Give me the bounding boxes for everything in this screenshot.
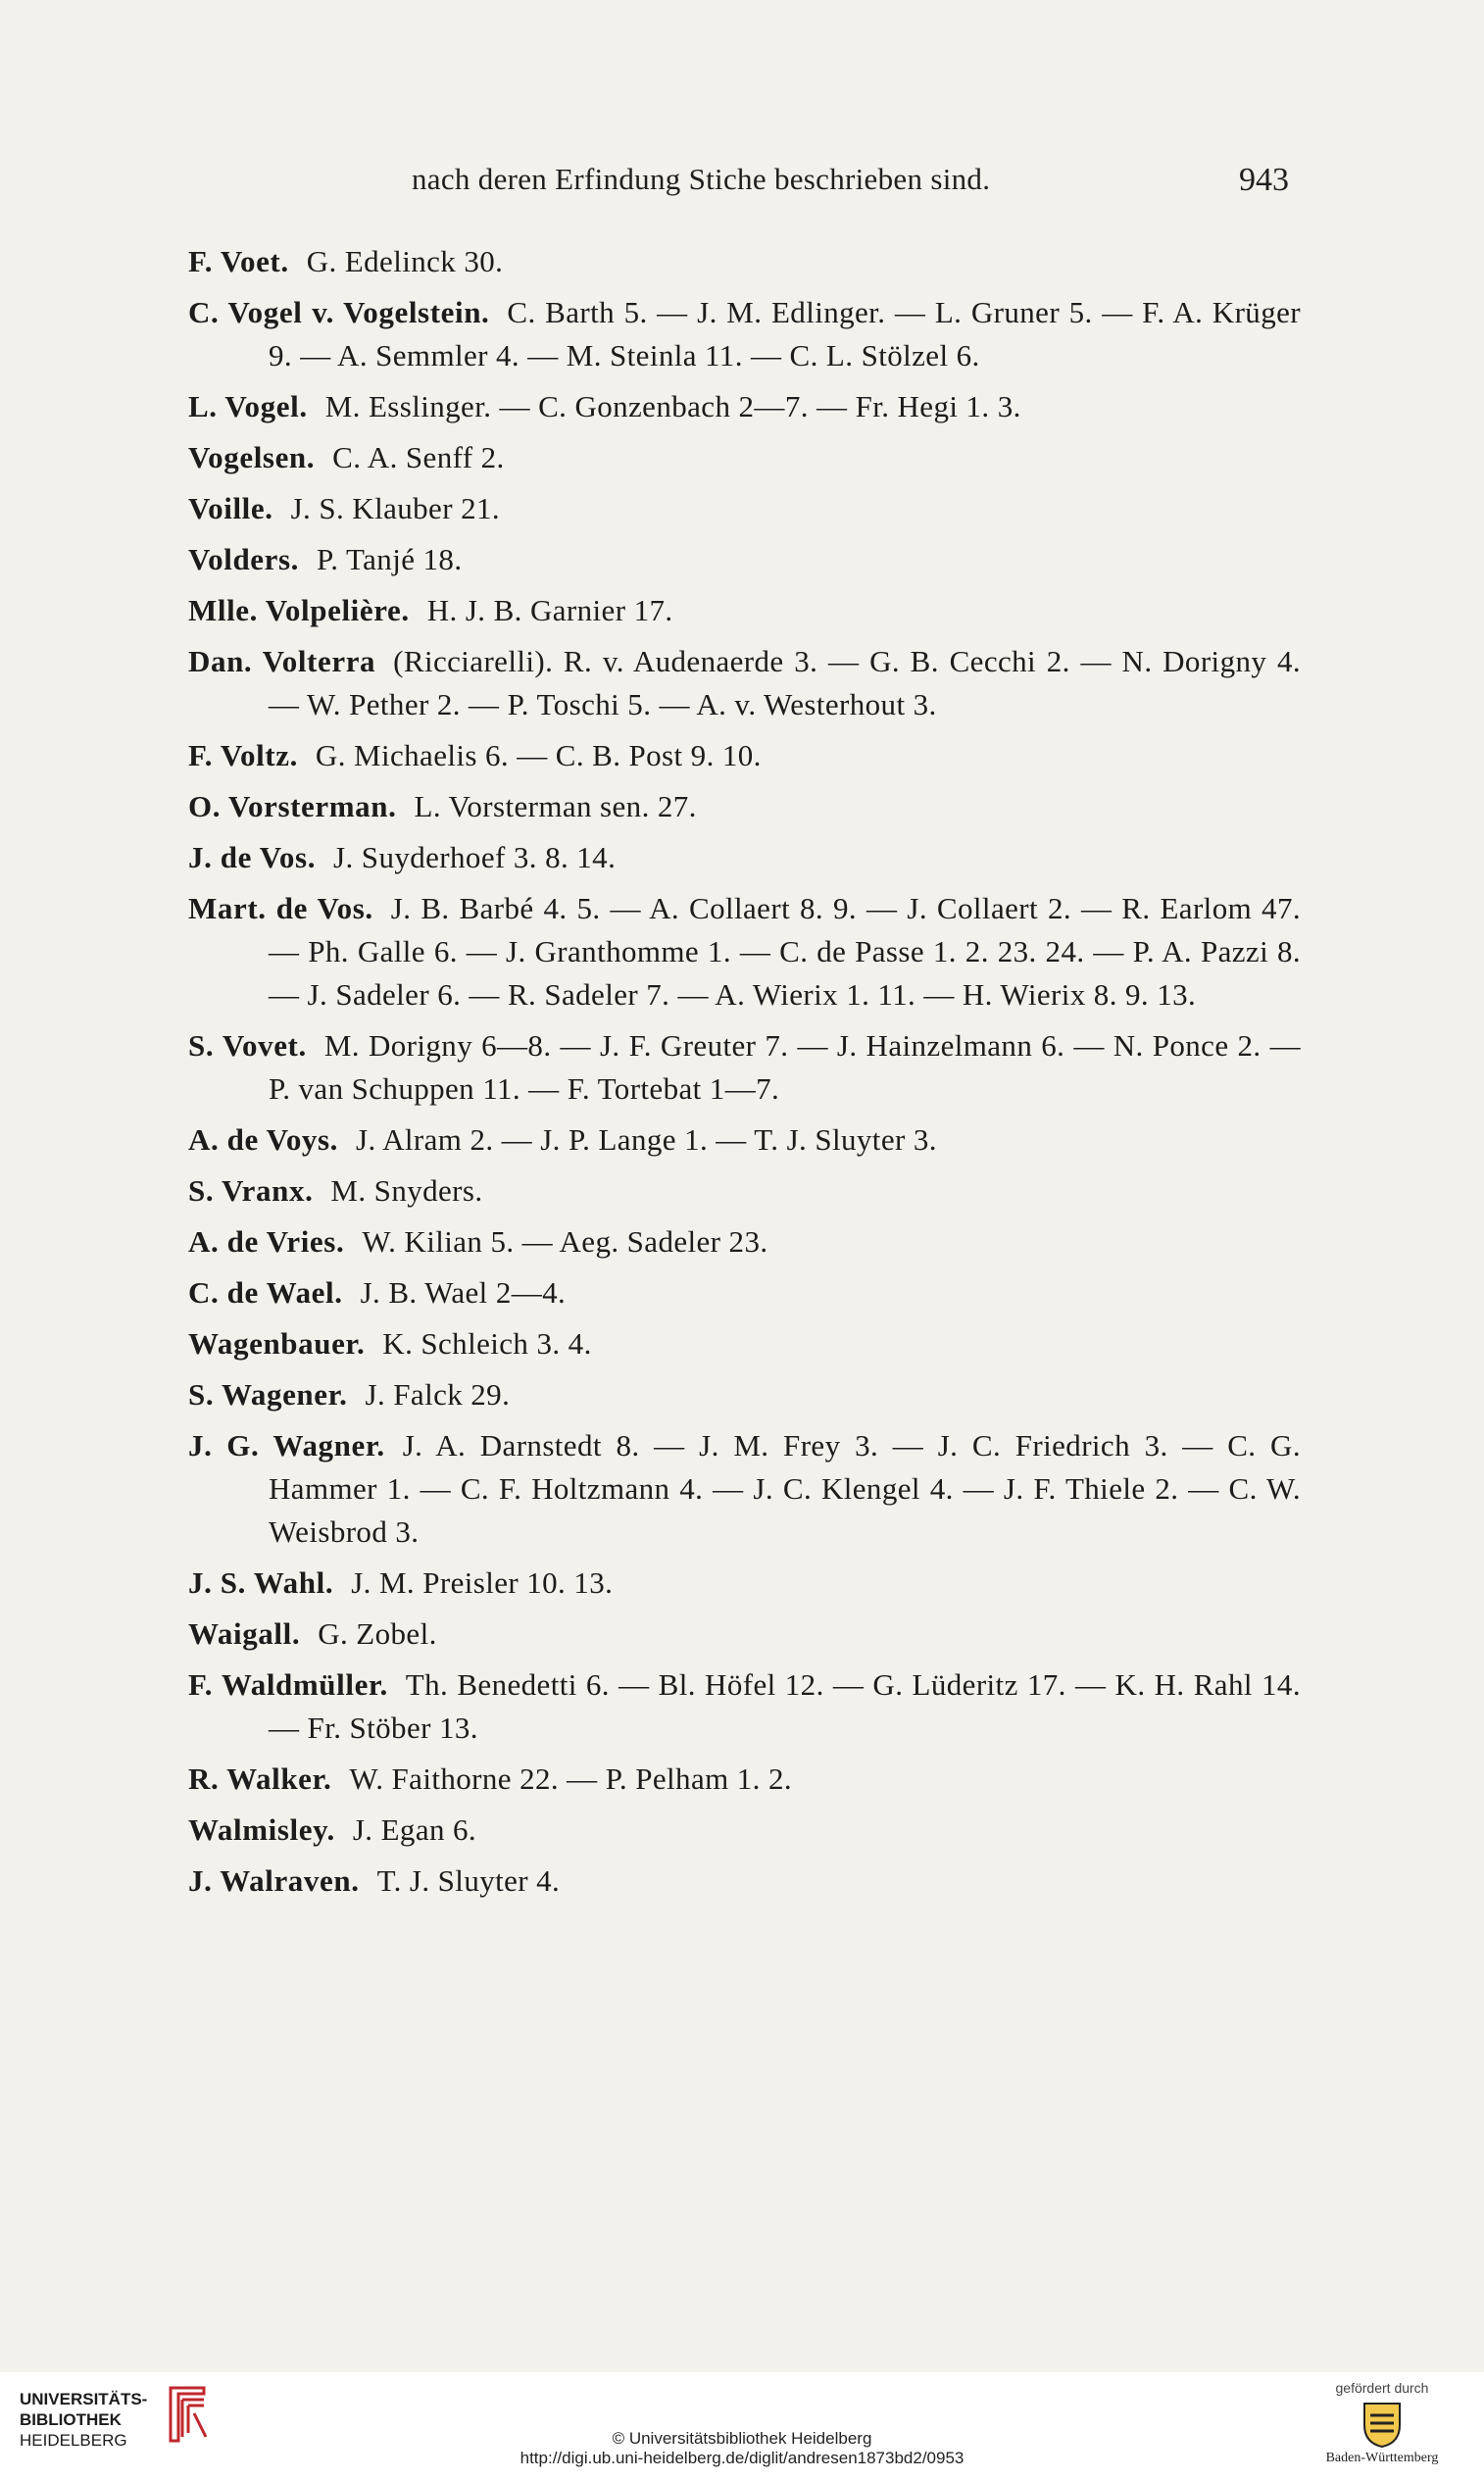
index-entry xyxy=(188,1220,1301,1264)
copyright-text: © Universitätsbibliothek Heidelberg xyxy=(612,2429,872,2448)
artist-name: F. Voltz. xyxy=(188,738,298,772)
artist-name: R. Walker. xyxy=(188,1761,332,1796)
index-entry xyxy=(188,1118,1301,1162)
engraver-list: K. Schleich 3. 4. xyxy=(382,1326,592,1361)
artist-name: J. de Vos. xyxy=(188,840,317,874)
index-entry xyxy=(188,1424,1301,1554)
engraver-list: G. Edelinck 30. xyxy=(306,244,504,278)
engraver-list: (Ricciarelli). R. v. Audenaerde 3. — G. B. Cecchi 2. — N. Dorigny 4. — W. Pether 2. — P. Toschi 5. — A. v. Westerhout 3. xyxy=(269,644,1301,721)
index-entry xyxy=(188,734,1301,777)
index-entry xyxy=(188,487,1301,530)
index-entry xyxy=(188,1322,1301,1365)
engraver-list: C. A. Senff 2. xyxy=(332,440,505,474)
engraver-list: T. J. Sluyter 4. xyxy=(376,1863,561,1898)
index-entry xyxy=(188,1809,1301,1852)
index-entry xyxy=(188,1758,1301,1801)
index-entry xyxy=(188,240,1301,283)
engraver-list: W. Faithorne 22. — P. Pelham 1. 2. xyxy=(349,1761,793,1796)
source-url-link[interactable]: http://digi.ub.uni-heidelberg.de/diglit/andresen1873bd2/0953 xyxy=(519,2449,965,2467)
engraver-list: J. Suyderhoef 3. 8. 14. xyxy=(333,840,617,874)
artist-name: L. Vogel. xyxy=(188,389,308,423)
index-entry xyxy=(188,1271,1301,1314)
artist-name: J. G. Wagner. xyxy=(188,1428,385,1463)
engraver-list: J. Egan 6. xyxy=(352,1812,477,1847)
sponsor-name: Baden-Württemberg xyxy=(1325,2451,1439,2465)
artist-name: A. de Voys. xyxy=(188,1122,339,1157)
artist-name: J. S. Wahl. xyxy=(188,1565,334,1600)
index-entry xyxy=(188,436,1301,479)
artist-name: J. Walraven. xyxy=(188,1863,360,1898)
artist-name: Mlle. Volpelière. xyxy=(188,593,410,627)
artist-name: Waigall. xyxy=(188,1616,301,1651)
engraver-list: J. B. Wael 2—4. xyxy=(360,1275,567,1310)
engraver-list: J. M. Preisler 10. 13. xyxy=(351,1565,614,1600)
artist-name: Voille. xyxy=(188,491,273,525)
library-name-line1: UNIVERSITÄTS- xyxy=(20,2390,148,2408)
artist-name: F. Voet. xyxy=(188,244,289,278)
engraver-list: H. J. B. Garnier 17. xyxy=(426,593,673,627)
artist-name: Wagenbauer. xyxy=(188,1326,366,1361)
index-entries xyxy=(188,240,1301,1910)
engraver-list: M. Esslinger. — C. Gonzenbach 2—7. — Fr. Hegi 1. 3. xyxy=(324,389,1021,423)
artist-name: Dan. Volterra xyxy=(188,644,376,678)
engraver-list: C. Barth 5. — J. M. Edlinger. — L. Gruner 5. — F. A. Krüger 9. — A. Semmler 4. — M. Steinla 11. — C. L. Stölzel 6. xyxy=(269,295,1301,372)
engraver-list: J. B. Barbé 4. 5. — A. Collaert 8. 9. — J. Collaert 2. — R. Earlom 47. — Ph. Galle 6. — J. Granthomme 1. — C. de Passe 1. 2. 23. 24. — P. A. Pazzi 8. — J. Sadeler 6. — R. Sadeler 7. — A. Wierix 1. 11. — H. Wierix 8. 9. 13. xyxy=(269,891,1302,1012)
index-entry xyxy=(188,1663,1301,1750)
artist-name: S. Vovet. xyxy=(188,1028,307,1063)
running-header: nach deren Erfindung Stiche beschrieben sind. xyxy=(412,162,991,196)
library-name-line2: BIBLIOTHEK xyxy=(20,2410,122,2429)
engraver-list: J. A. Darnstedt 8. — J. M. Frey 3. — J. C. Friedrich 3. — C. G. Hammer 1. — C. F. Holtzmann 4. — J. C. Klengel 4. — J. F. Thiele 2. — C. W. Weisbrod 3. xyxy=(269,1428,1301,1549)
index-entry xyxy=(188,887,1301,1017)
engraver-list: P. Tanjé 18. xyxy=(317,542,463,576)
index-entry xyxy=(188,1860,1301,1903)
library-name-line3: HEIDELBERG xyxy=(20,2431,127,2450)
artist-name: Walmisley. xyxy=(188,1812,335,1847)
artist-name: Volders. xyxy=(188,542,300,576)
engraver-list: G. Zobel. xyxy=(318,1616,437,1651)
engraver-list: J. Falck 29. xyxy=(365,1377,511,1412)
index-entry xyxy=(188,538,1301,581)
index-entry xyxy=(188,1024,1301,1111)
sponsor-block xyxy=(1294,2380,1470,2466)
artist-name: S. Wagener. xyxy=(188,1377,348,1412)
artist-name: O. Vorsterman. xyxy=(188,789,397,823)
engraver-list: J. Alram 2. — J. P. Lange 1. — T. J. Sluyter 3. xyxy=(356,1122,937,1157)
index-entry xyxy=(188,1169,1301,1213)
footer-credit xyxy=(0,2429,1484,2468)
artist-name: A. de Vries. xyxy=(188,1224,345,1259)
index-entry xyxy=(188,836,1301,879)
engraver-list: G. Michaelis 6. — C. B. Post 9. 10. xyxy=(315,738,762,772)
engraver-list: M. Snyders. xyxy=(330,1173,483,1208)
index-entry xyxy=(188,291,1301,377)
index-entry xyxy=(188,1562,1301,1605)
engraver-list: Th. Benedetti 6. — Bl. Höfel 12. — G. Lüderitz 17. — K. H. Rahl 14. — Fr. Stöber 13. xyxy=(269,1667,1301,1745)
artist-name: Vogelsen. xyxy=(188,440,316,474)
sponsor-label: gefördert durch xyxy=(1335,2380,1429,2396)
engraver-list: L. Vorsterman sen. 27. xyxy=(414,789,697,823)
artist-name: Mart. de Vos. xyxy=(188,891,373,925)
state-coat-of-arms-icon xyxy=(1360,2400,1404,2449)
engraver-list: J. S. Klauber 21. xyxy=(290,491,501,525)
artist-name: C. Vogel v. Vogelstein. xyxy=(188,295,490,329)
artist-name: S. Vranx. xyxy=(188,1173,314,1208)
artist-name: F. Waldmüller. xyxy=(188,1667,388,1702)
index-entry xyxy=(188,589,1301,632)
page-number: 943 xyxy=(1239,162,1289,198)
index-entry xyxy=(188,1373,1301,1416)
index-entry xyxy=(188,785,1301,828)
engraver-list: M. Dorigny 6—8. — J. F. Greuter 7. — J. Hainzelmann 6. — N. Ponce 2. — P. van Schuppen 11. — F. Tortebat 1—7. xyxy=(269,1028,1301,1106)
engraver-list: W. Kilian 5. — Aeg. Sadeler 23. xyxy=(362,1224,768,1259)
artist-name: C. de Wael. xyxy=(188,1275,343,1310)
index-entry xyxy=(188,640,1301,726)
index-entry xyxy=(188,1612,1301,1656)
index-entry xyxy=(188,385,1301,428)
